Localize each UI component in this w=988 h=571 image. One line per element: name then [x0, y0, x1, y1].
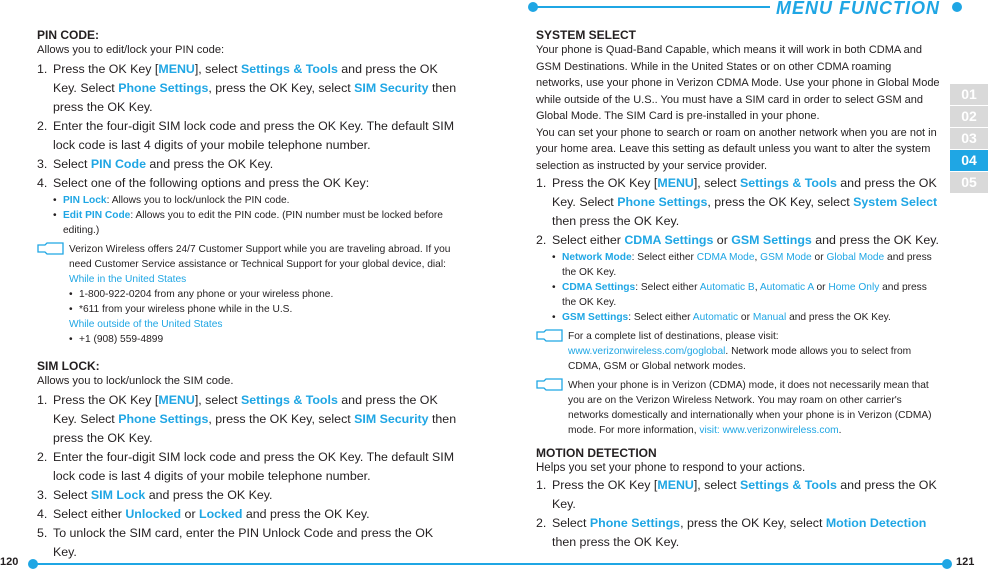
chapter-tab-05[interactable]: 05	[950, 172, 988, 193]
chapter-tab-04[interactable]: 04	[950, 150, 988, 171]
system-select-para1: Your phone is Quad-Band Capable, which means it will work in both CDMA and GSM Destinations. While in the United States or on other CDMA roaming networks, use your phone in Verizon CDMA Mode. Use your phone in Global Mode while outside of the U.S.. You must have a SIM card in order to select GSM and Global Mode. The SIM Card is pre-installed in your phone.	[536, 44, 940, 122]
chapter-tabs	[950, 84, 988, 194]
system-option-cdma: • CDMA Settings: Select either Automatic B, Automatic A or Home Only and press the OK Key.	[552, 280, 940, 310]
support-us-label: While in the United States	[69, 274, 187, 285]
right-column	[536, 28, 940, 552]
system-option-network-mode: • Network Mode: Select either CDMA Mode, GSM Mode or Global Mode and press the OK Key.	[552, 250, 940, 280]
motion-detection-intro: Helps you set your phone to respond to your actions.	[536, 462, 806, 474]
motion-step-1: 1. Press the OK Key [MENU], select Settings & Tools and press the OK Key.	[536, 478, 937, 511]
pin-code-intro: Allows you to edit/lock your PIN code:	[37, 44, 225, 56]
system-options	[552, 250, 940, 325]
section-title: MENU FUNCTION	[770, 0, 946, 19]
pin-step-4: 4. Select one of the following options and press the OK Key:	[37, 176, 370, 190]
chapter-tab-02[interactable]: 02	[950, 106, 988, 127]
footer-dot-right	[942, 559, 952, 569]
pin-options	[53, 193, 457, 238]
support-outside-label: While outside of the United States	[69, 319, 223, 330]
chapter-tab-03[interactable]: 03	[950, 128, 988, 149]
page-number-right: 121	[952, 556, 974, 568]
left-column	[37, 28, 457, 562]
sim-step-5: 5. To unlock the SIM card, enter the PIN Unlock Code and press the OK Key.	[37, 526, 434, 559]
roaming-note: When your phone is in Verizon (CDMA) mode, it does not necessarily mean that you are on the Verizon Wireless Network. You may roam on other carrier's networks domestically and internationally when your phone is in Verizon (CDMA) mode. For more information, visit: www.verizonwireless.com.	[536, 378, 940, 438]
system-step-2: 2. Select either CDMA Settings or GSM Settings and press the OK Key.	[536, 233, 939, 247]
support-note	[37, 242, 457, 347]
motion-detection-steps	[536, 476, 940, 552]
destinations-note: For a complete list of destinations, please visit: www.verizonwireless.com/goglobal. Network mode allows you to select from CDMA, GSM or Global network modes.	[536, 329, 940, 374]
system-select-steps	[536, 174, 940, 250]
pin-step-1: 1. Press the OK Key [MENU], select Settings & Tools and press the OK Key. Select Phone Settings, press the OK Key, select SIM Security then press the OK Key.	[37, 62, 457, 114]
header-dot-left	[528, 2, 538, 12]
pin-step-2: 2. Enter the four-digit SIM lock code and press the OK Key. The default SIM lock code is last 4 digits of your mobile telephone number.	[37, 119, 455, 152]
goglobal-link[interactable]: www.verizonwireless.com/goglobal	[568, 346, 726, 357]
note-icon	[37, 242, 65, 256]
chapter-tab-01[interactable]: 01	[950, 84, 988, 105]
motion-detection-heading: MOTION DETECTION	[536, 446, 657, 460]
system-select-heading: SYSTEM SELECT	[536, 28, 637, 42]
sim-lock-heading: SIM LOCK:	[37, 359, 100, 373]
system-select-para2: You can set your phone to search or roam on another network when you are not in your home area. Leave this setting as default unless you want to alter the system selection as instructed by your service provider.	[536, 126, 937, 172]
verizon-link[interactable]: visit: www.verizonwireless.com	[699, 425, 839, 436]
pin-step-3: 3. Select PIN Code and press the OK Key.	[37, 157, 274, 171]
sim-step-1: 1. Press the OK Key [MENU], select Settings & Tools and press the OK Key. Select Phone Settings, press the OK Key, select SIM Security then press the OK Key.	[37, 393, 457, 445]
motion-step-2: 2. Select Phone Settings, press the OK Key, select Motion Detection then press the OK Key.	[536, 516, 927, 549]
support-us-item: • 1-800-922-0204 from any phone or your wireless phone.	[69, 287, 457, 302]
note-icon	[536, 378, 564, 392]
support-note-text: Verizon Wireless offers 24/7 Customer Support while you are traveling abroad. If you need Customer Service assistance or Technical Support for your global device, dial:	[69, 244, 451, 270]
note-icon	[536, 329, 564, 343]
sim-step-3: 3. Select SIM Lock and press the OK Key.	[37, 488, 273, 502]
page-number-left: 120	[0, 556, 22, 568]
support-us-list	[69, 287, 457, 317]
sim-lock-steps	[37, 391, 457, 562]
footer-dot-left	[28, 559, 38, 569]
sim-step-2: 2. Enter the four-digit SIM lock code and press the OK Key. The default SIM lock code is last 4 digits of your mobile telephone number.	[37, 450, 455, 483]
pin-option-edit: • Edit PIN Code: Allows you to edit the PIN code. (PIN number must be locked before editing.)	[53, 208, 457, 238]
pin-code-heading: PIN CODE:	[37, 28, 100, 42]
support-outside-list	[69, 332, 457, 347]
support-us-item: • *611 from your wireless phone while in the U.S.	[69, 302, 457, 317]
header-dot-right	[952, 2, 962, 12]
system-option-gsm: • GSM Settings: Select either Automatic or Manual and press the OK Key.	[552, 310, 940, 325]
pin-code-steps	[37, 60, 457, 193]
support-outside-item: • +1 (908) 559-4899	[69, 332, 457, 347]
footer-rule	[30, 563, 950, 565]
sim-lock-intro: Allows you to lock/unlock the SIM code.	[37, 375, 234, 387]
system-step-1: 1. Press the OK Key [MENU], select Settings & Tools and press the OK Key. Select Phone Settings, press the OK Key, select System Select then press the OK Key.	[536, 176, 938, 228]
pin-option-lock: • PIN Lock: Allows you to lock/unlock the PIN code.	[53, 193, 457, 208]
sim-step-4: 4. Select either Unlocked or Locked and press the OK Key.	[37, 507, 370, 521]
